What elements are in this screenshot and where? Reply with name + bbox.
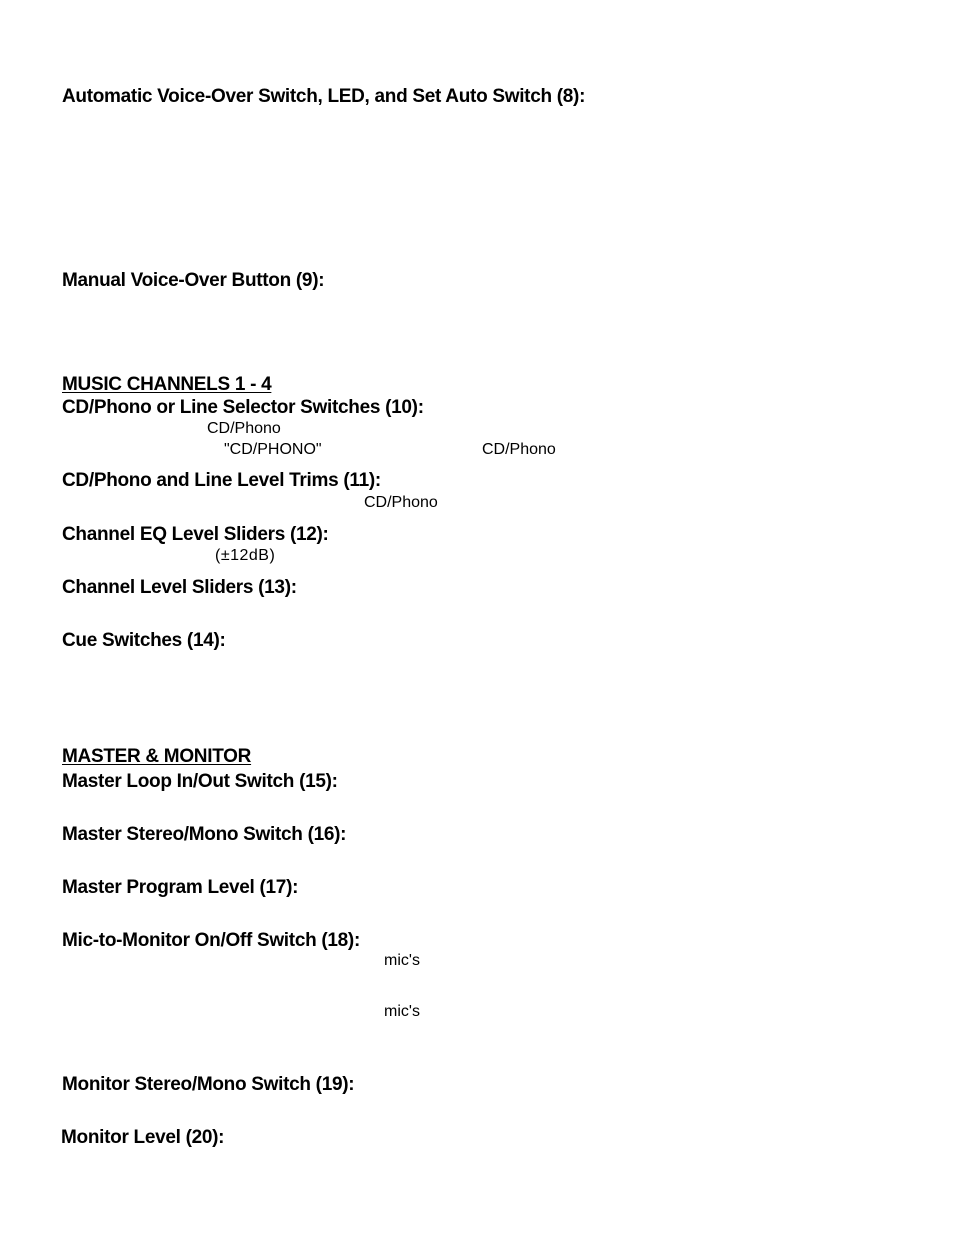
text-fragment-cd-phono: CD/Phono (207, 420, 281, 437)
heading-selector-switches: CD/Phono or Line Selector Switches (10): (62, 397, 424, 418)
section-title-master-monitor: MASTER & MONITOR (62, 746, 252, 767)
text-fragment-cd-phono: CD/Phono (364, 494, 438, 511)
heading-auto-voice-over: Automatic Voice-Over Switch, LED, and Set Auto Switch (8): (62, 86, 586, 107)
heading-master-stereo-mono: Master Stereo/Mono Switch (16): (62, 824, 347, 845)
heading-manual-voice-over: Manual Voice-Over Button (9): (62, 270, 325, 291)
heading-cue-switches: Cue Switches (14): (62, 630, 226, 651)
text-fragment-eq-range: (±12dB) (215, 547, 276, 564)
heading-monitor-level: Monitor Level (20): (61, 1127, 225, 1148)
heading-eq-sliders: Channel EQ Level Sliders (12): (62, 524, 329, 545)
heading-master-program-level: Master Program Level (17): (62, 877, 299, 898)
text-fragment-mics: mic's (384, 952, 420, 969)
heading-level-sliders: Channel Level Sliders (13): (62, 577, 297, 598)
heading-master-loop: Master Loop In/Out Switch (15): (62, 771, 338, 792)
text-fragment-mics: mic's (384, 1003, 420, 1020)
section-title-music-channels: MUSIC CHANNELS 1 - 4 (62, 374, 272, 395)
heading-level-trims: CD/Phono and Line Level Trims (11): (62, 470, 381, 491)
heading-monitor-stereo-mono: Monitor Stereo/Mono Switch (19): (62, 1074, 355, 1095)
heading-mic-to-monitor: Mic-to-Monitor On/Off Switch (18): (62, 930, 360, 951)
text-fragment-cd-phono-quoted: "CD/PHONO" (224, 441, 322, 458)
text-fragment-cd-phono: CD/Phono (482, 441, 556, 458)
